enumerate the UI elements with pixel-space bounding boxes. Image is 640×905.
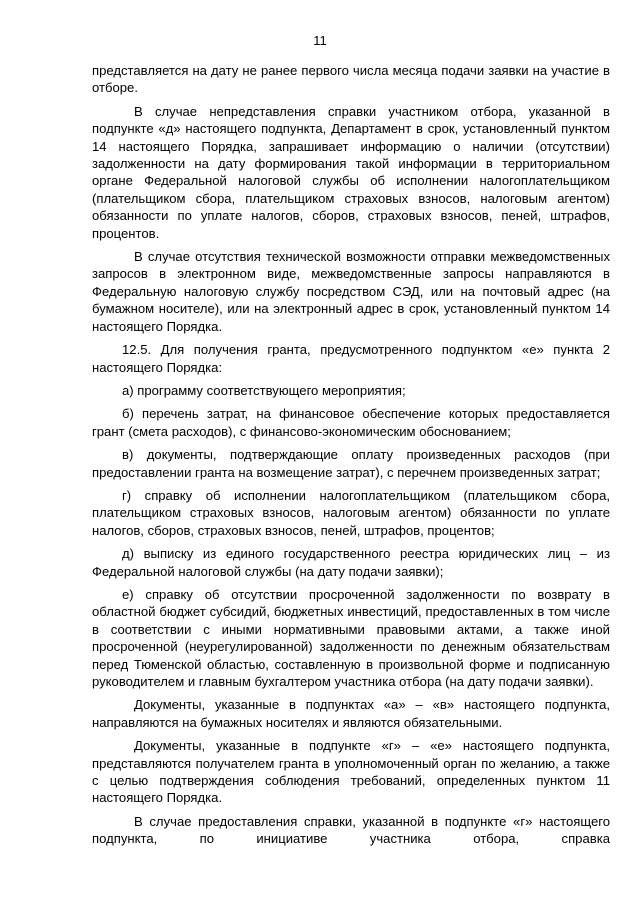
section-12-5-heading: 12.5. Для получения гранта, предусмотренного подпунктом «е» пункта 2 настоящего Порядка: [92, 342, 610, 375]
paragraph: В случае непредставления справки участником отбора, указанной в подпункте «д» настоящего подпункта, Департамент в срок, установленный пунктом 14 настоящего Порядка, запрашивает информацию о наличии (отсутствии) задолженности на дату формирования такой информации в территориальном органе Федеральной налоговой службы об исполнении налогоплательщиком (плательщиком сбора, плательщиком страховых взносов, налоговым агентом) обязанности по уплате налогов, сборов, страховых взносов, пеней, штрафов, процентов. [92, 103, 610, 241]
list-item: е) справку об отсутствии просроченной задолженности по возврату в областной бюджет субсидий, бюджетных инвестиций, предоставленных в том числе в соответствии с иными нормативными правовыми актами, а также иной просроченной (неурегулированной) задолженности по денежным обязательствам перед Тюменской областью, составленную в произвольной форме и подписанную руководителем и главным бухгалтером участника отбора (на дату подачи заявки). [92, 586, 610, 689]
list-item: д) выписку из единого государственного реестра юридических лиц – из Федеральной налоговой службы (на дату подачи заявки); [92, 546, 610, 579]
paragraph-continued: В случае предоставления справки, указанной в подпункте «г» настоящего подпункта, по инициативе участника отбора, справка [92, 813, 610, 847]
paragraph: В случае отсутствия технической возможности отправки межведомственных запросов в электронном виде, межведомственные запросы направляются в Федеральную налоговую службу посредством СЭД, или на почтовый адрес (на бумажном носителе), или на электронный адрес в срок, установленный пунктом 14 настоящего Порядка. [92, 249, 610, 334]
paragraph: Документы, указанные в подпунктах «а» – «в» настоящего подпункта, направляются на бумажных носителях и являются обязательными. [92, 697, 610, 730]
list-item: а) программу соответствующего мероприятия; [122, 382, 406, 398]
list-item: в) документы, подтверждающие оплату произведенных расходов (при предоставлении гранта на возмещение затрат), с перечнем произведенных затрат; [92, 447, 610, 480]
paragraph: Документы, указанные в подпункте «г» – «е» настоящего подпункта, представляются получателем гранта в уполномоченный орган по желанию, а также с целью подтверждения соблюдения требований, определенных пунктом 11 настоящего Порядка. [92, 738, 610, 806]
list-item: б) перечень затрат, на финансовое обеспечение которых предоставляется грант (смета расходов), с финансово-экономическим обоснованием; [92, 406, 610, 439]
document-body [92, 62, 610, 848]
paragraph: представляется на дату не ранее первого числа месяца подачи заявки на участие в отборе. [92, 63, 610, 96]
page-number: 11 [313, 33, 327, 48]
list-item: г) справку об исполнении налогоплательщиком (плательщиком сбора, плательщиком страховых взносов, налоговым агентом) обязанности по уплате налогов, сборов, страховых взносов, пеней, штрафов, процентов; [92, 487, 610, 538]
